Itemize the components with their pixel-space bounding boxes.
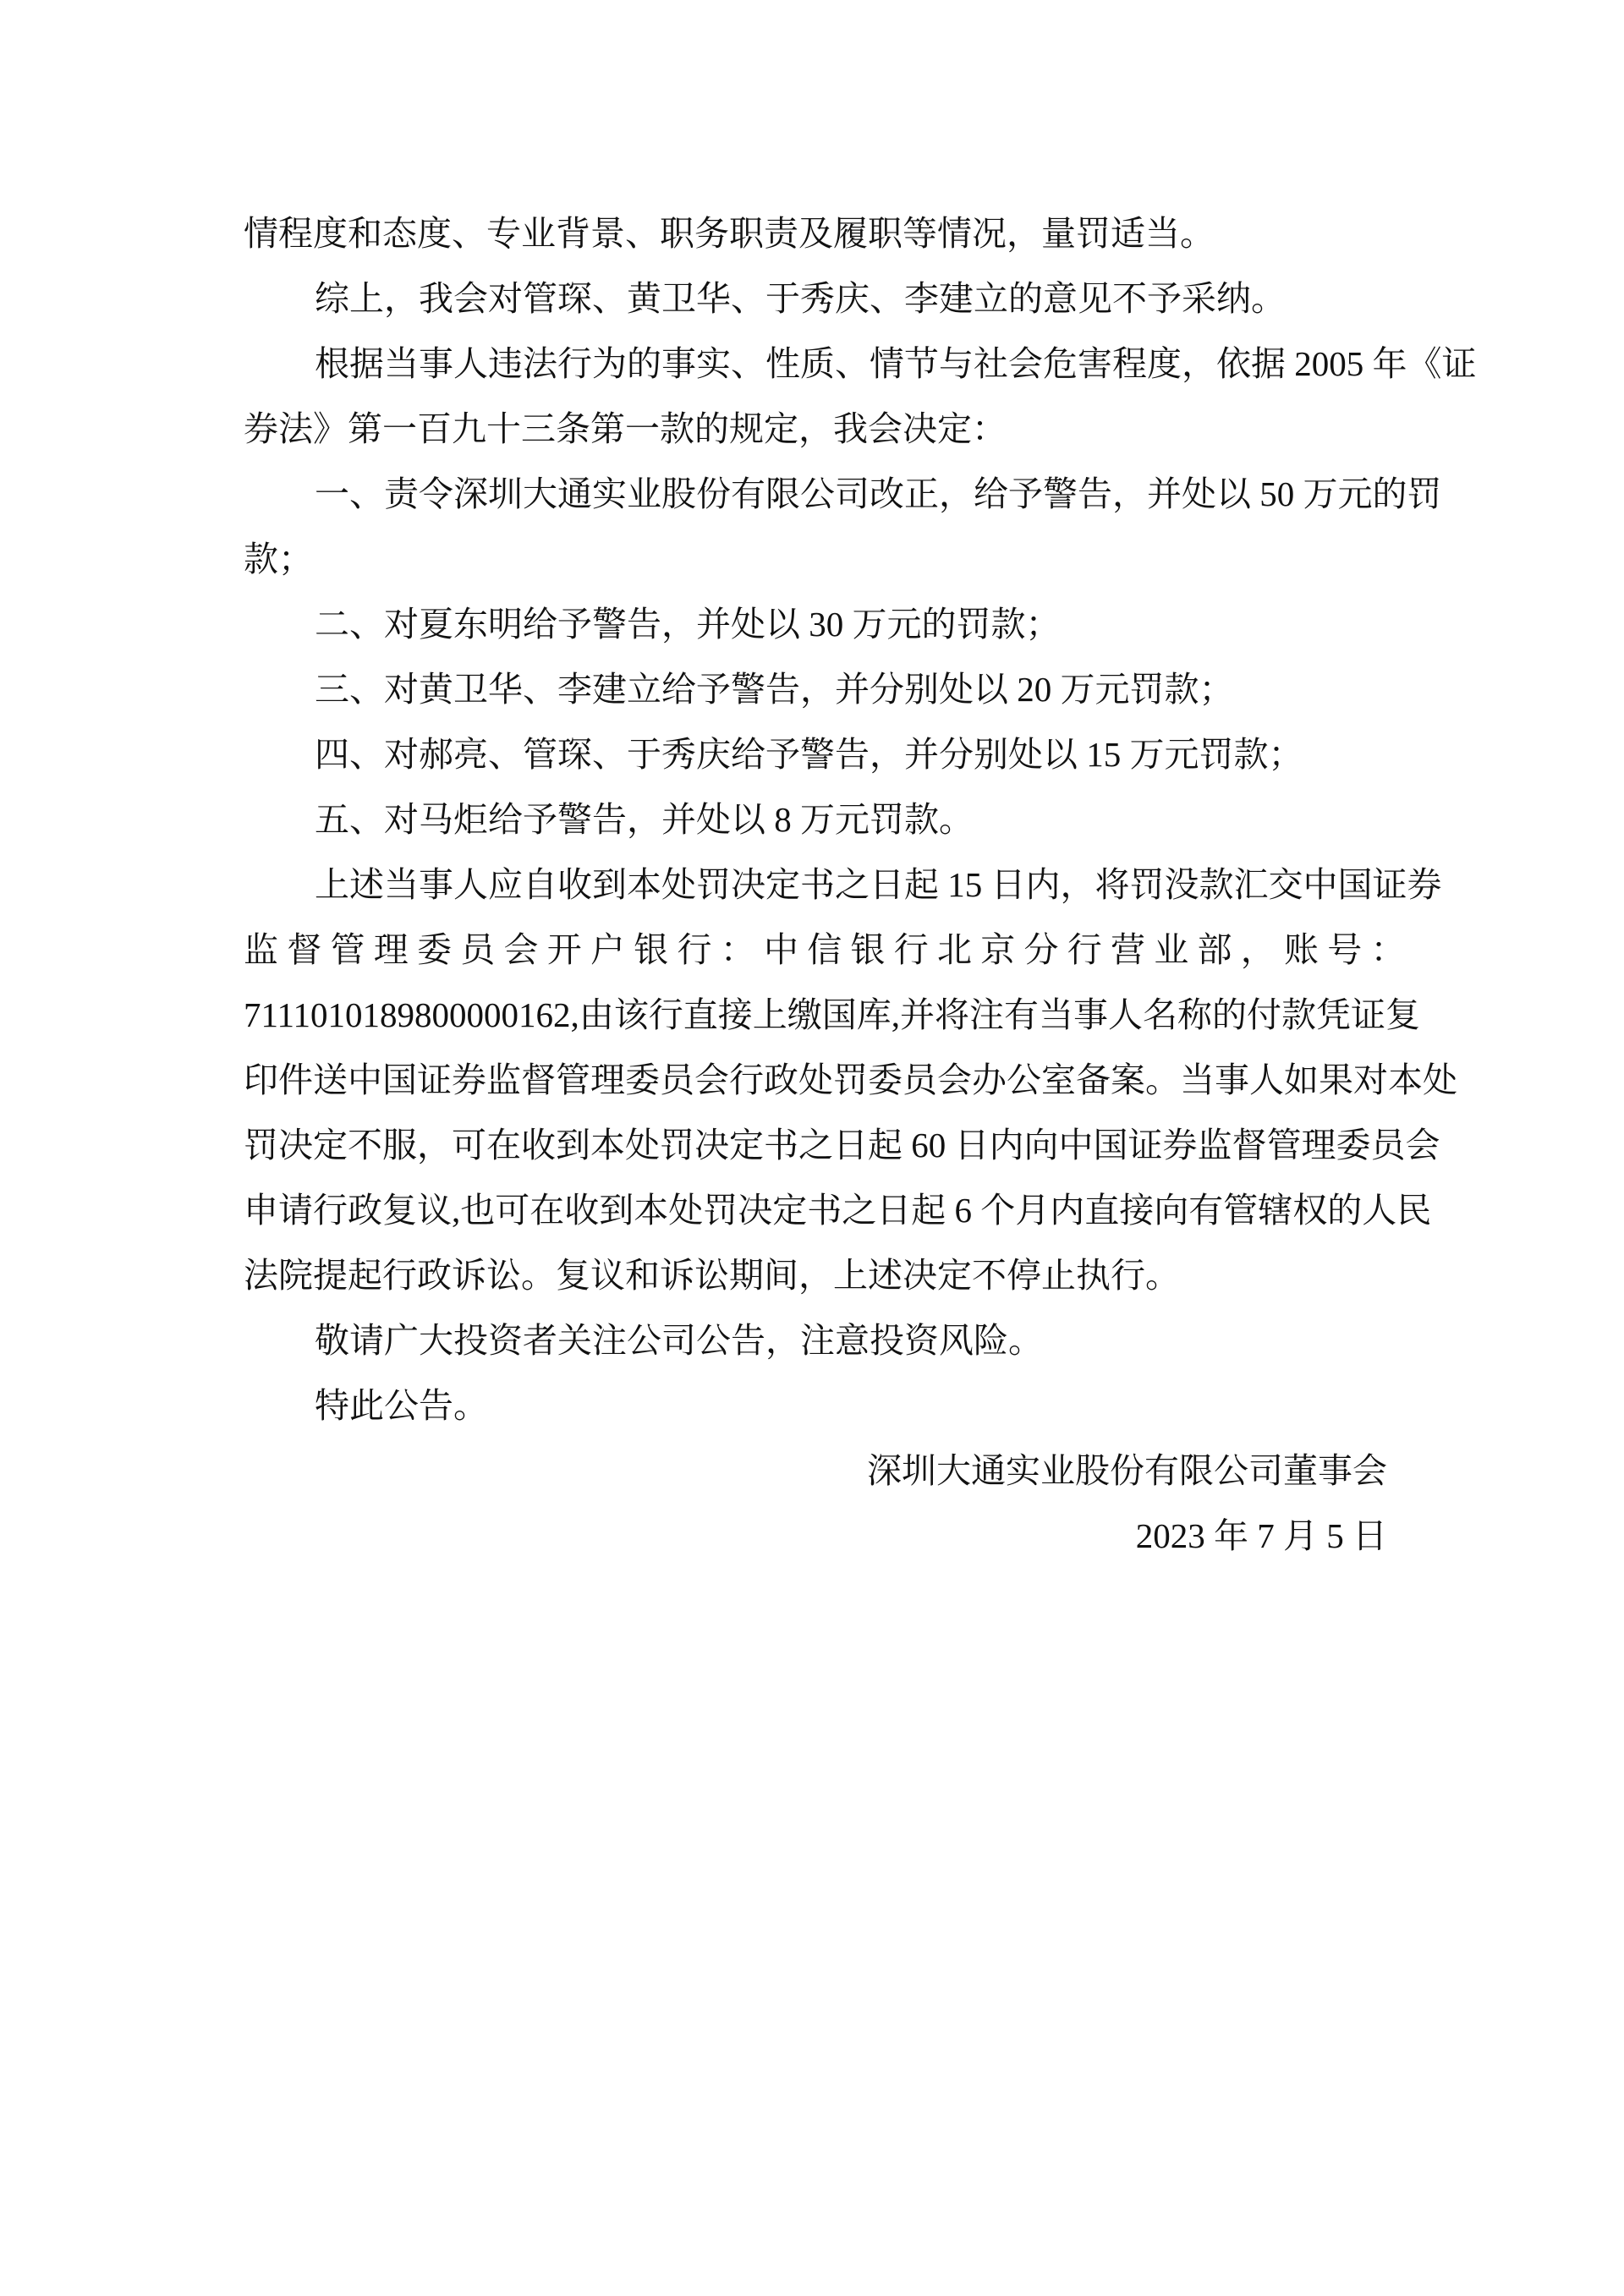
decision-item: 一、责令深圳大通实业股份有限公司改正，给予警告，并处以 50 万元的罚 — [315, 474, 1442, 513]
decision-item: 二、对夏东明给予警告，并处以 30 万元的罚款； — [315, 605, 1061, 644]
paragraph-line: 印件送中国证券监督管理委员会行政处罚委员会办公室备案。当事人如果对本处 — [244, 1060, 1457, 1099]
paragraph-line: 特此公告。 — [315, 1386, 488, 1425]
paragraph-line: 综上，我会对管琛、黄卫华、于秀庆、李建立的意见不予采纳。 — [315, 279, 1286, 318]
decision-item: 三、对黄卫华、李建立给予警告，并分别处以 20 万元罚款； — [315, 670, 1234, 709]
paragraph-line: 法院提起行政诉讼。复议和诉讼期间，上述决定不停止执行。 — [244, 1256, 1180, 1295]
paragraph-line: 上述当事人应自收到本处罚决定书之日起 15 日内，将罚没款汇交中国证券 — [315, 865, 1442, 904]
paragraph-line: 券法》第一百九十三条第一款的规定，我会决定： — [244, 409, 1007, 448]
signature-org: 深圳大通实业股份有限公司董事会 — [867, 1451, 1387, 1490]
paragraph-line: 敬请广大投资者关注公司公告，注意投资风险。 — [315, 1321, 1043, 1360]
decision-item: 五、对马炬给予警告，并处以 8 万元罚款。 — [315, 800, 974, 839]
paragraph-line: 申请行政复议,也可在收到本处罚决定书之日起 6 个月内直接向有管辖权的人民 — [244, 1191, 1432, 1230]
paragraph-line: 根据当事人违法行为的事实、性质、情节与社会危害程度，依据 2005 年《证 — [315, 344, 1477, 383]
paragraph-line: 罚决定不服，可在收到本处罚决定书之日起 60 日内向中国证券监督管理委员会 — [244, 1126, 1440, 1164]
document-page — [244, 201, 1477, 1569]
decision-item: 款； — [244, 540, 313, 578]
paragraph-line: 监 督 管 理 委 员 会 开 户 银 行 ： 中 信 银 行 北 京 分 行 营 业 部 ， 账 号 ： — [244, 930, 1406, 969]
signature-date: 2023 年 7 月 5 日 — [1135, 1516, 1387, 1555]
decision-item: 四、对郝亮、管琛、于秀庆给予警告，并分别处以 15 万元罚款； — [315, 735, 1303, 774]
paragraph-line: 情程度和态度、专业背景、职务职责及履职等情况，量罚适当。 — [244, 214, 1215, 253]
paragraph-line: 7111010189800000162,由该行直接上缴国库,并将注有当事人名称的付款凭证复 — [244, 995, 1420, 1034]
